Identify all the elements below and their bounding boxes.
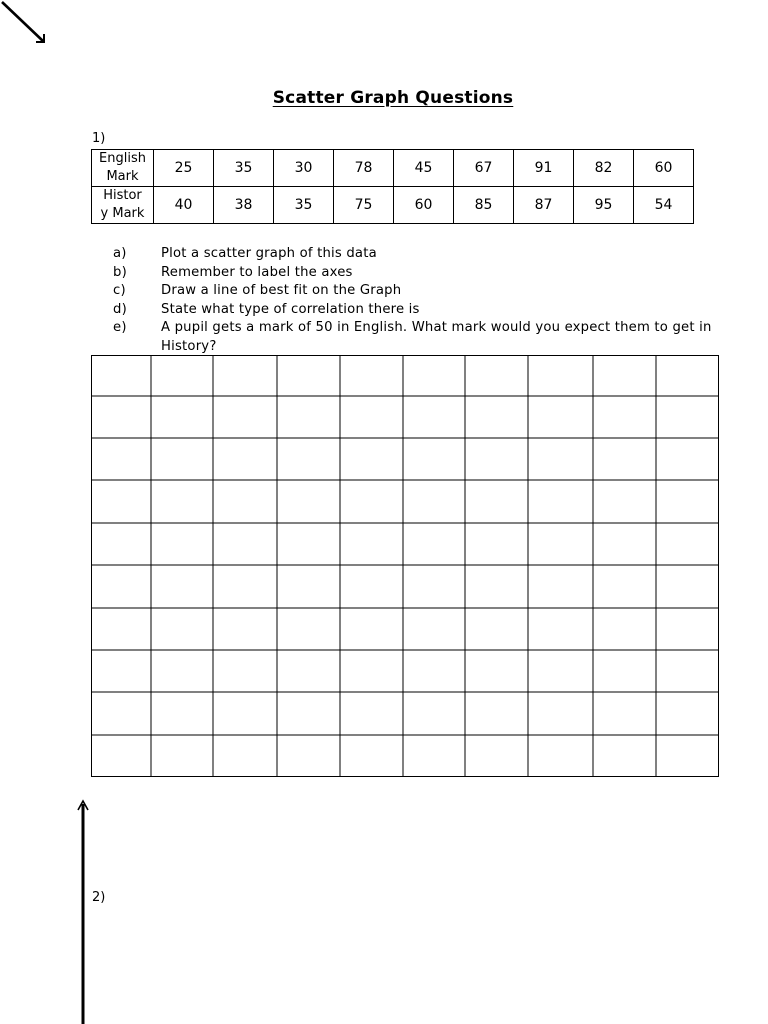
instruction-item [113,245,713,264]
table-cell: 54 [634,187,694,224]
table-cell: 30 [274,150,334,187]
marks-table [91,149,694,224]
vertical-axis-arrow-icon [76,798,94,1024]
page-title: Scatter Graph Questions [272,88,514,108]
table-row [92,150,694,187]
instruction-letter: b) [113,264,127,280]
instruction-letter: d) [113,301,127,317]
row-label-line: y Mark [100,206,145,221]
instruction-text: Draw a line of best fit on the Graph [161,283,402,298]
row-label [92,187,154,224]
table-cell: 75 [334,187,394,224]
instruction-letter: a) [113,246,127,261]
row-label-line: Histor [103,188,142,203]
instruction-text: State what type of correlation there is [161,301,420,317]
table-cell: 95 [574,187,634,224]
row-label [92,150,154,187]
table-cell: 78 [334,150,394,187]
diagonal-arrow-icon [0,0,60,60]
table-cell: 87 [514,187,574,224]
table-row [92,187,694,224]
instruction-text: Plot a scatter graph of this data [161,246,377,261]
table-cell: 60 [394,187,454,224]
table-cell: 82 [574,150,634,187]
instructions-list [113,245,713,356]
row-label-line: English [99,151,146,166]
instruction-item [113,301,713,320]
instruction-text: A pupil gets a mark of 50 in English. What mark would you expect them to get in History? [161,320,712,354]
table-cell: 40 [154,187,214,224]
table-cell: 38 [214,187,274,224]
table-cell: 85 [454,187,514,224]
table-cell: 91 [514,150,574,187]
table-cell: 60 [634,150,694,187]
table-cell: 45 [394,150,454,187]
instruction-text: Remember to label the axes [161,264,353,280]
question-1-number: 1) [92,131,106,146]
question-2-number: 2) [92,890,106,905]
table-cell: 25 [154,150,214,187]
instruction-letter: c) [113,283,126,298]
instruction-item [113,319,713,356]
row-label-line: Mark [106,169,139,184]
instruction-letter: e) [113,320,127,335]
table-cell: 35 [214,150,274,187]
graph-grid [91,355,719,777]
table-cell: 35 [274,187,334,224]
table-cell: 67 [454,150,514,187]
instruction-item [113,264,713,283]
instruction-item [113,282,713,301]
